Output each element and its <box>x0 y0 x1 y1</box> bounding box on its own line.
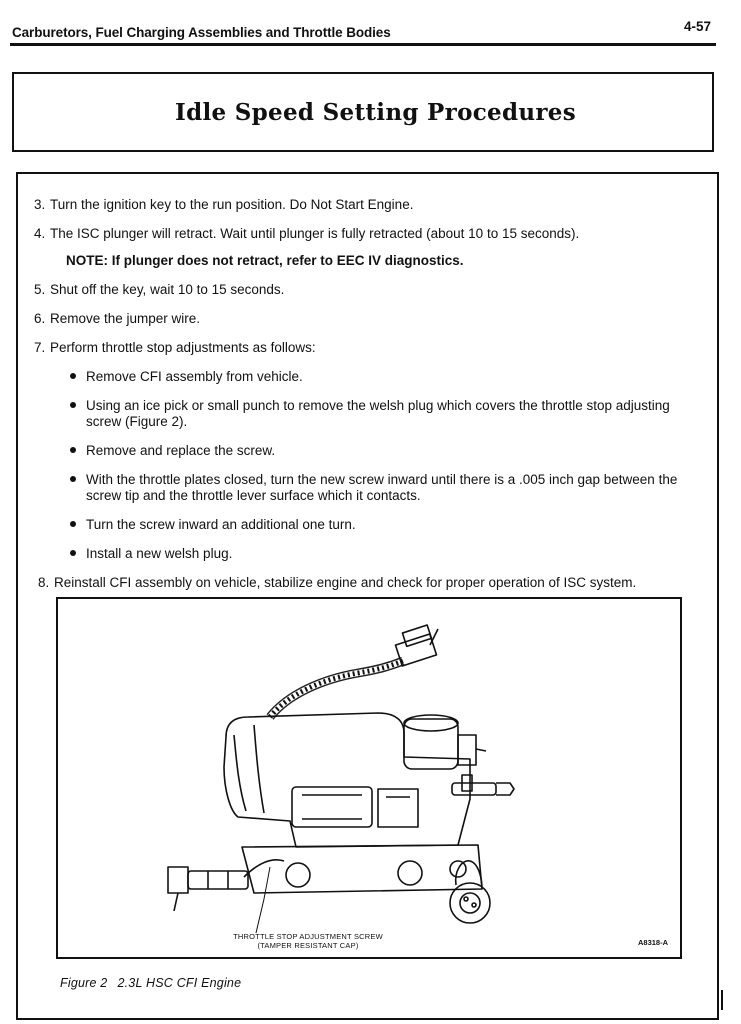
substep-item <box>34 369 694 385</box>
procedure-steps <box>34 197 694 604</box>
figure-code: A8318-A <box>637 938 668 947</box>
step-number: 4. <box>34 226 46 241</box>
header-rule <box>10 43 716 46</box>
bullet-icon <box>70 521 76 527</box>
bullet-icon <box>70 447 76 453</box>
callout-line-1: THROTTLE STOP ADJUSTMENT SCREW <box>233 932 383 941</box>
step-3 <box>34 197 694 213</box>
substep-text: Install a new welsh plug. <box>86 546 233 561</box>
substep-text: Using an ice pick or small punch to remove the welsh plug which covers the throttle stop adjusting screw (Figure 2). <box>86 398 670 429</box>
step-8 <box>38 575 694 591</box>
bullet-icon <box>70 402 76 408</box>
step-text: Perform throttle stop adjustments as follows: <box>50 340 316 355</box>
figure-callout <box>208 932 408 950</box>
substep-item <box>34 472 694 504</box>
substep-text: With the throttle plates closed, turn the new screw inward until there is a .005 inch gap between the screw tip and the throttle lever surface which it contacts. <box>86 472 678 503</box>
margin-mark <box>721 990 723 1010</box>
step-number: 5. <box>34 282 46 297</box>
caption-label: Figure 2 <box>60 976 108 990</box>
step-number: 6. <box>34 311 46 326</box>
step-number: 3. <box>34 197 46 212</box>
substep-item <box>34 398 694 430</box>
step-text: Shut off the key, wait 10 to 15 seconds. <box>50 282 285 297</box>
bullet-icon <box>70 550 76 556</box>
step-number: 7. <box>34 340 46 355</box>
throttle-stop-substeps <box>34 369 694 562</box>
step-number: 8. <box>38 575 50 590</box>
substep-item <box>34 443 694 459</box>
cfi-throttle-body-illustration <box>58 599 680 957</box>
substep-item <box>34 517 694 533</box>
step-7 <box>34 340 694 356</box>
substep-text: Turn the screw inward an additional one turn. <box>86 517 356 532</box>
step-text: The ISC plunger will retract. Wait until plunger is fully retracted (about 10 to 15 seconds). <box>50 226 580 241</box>
step-text: Remove the jumper wire. <box>50 311 201 326</box>
caption-text: 2.3L HSC CFI Engine <box>117 976 242 990</box>
page-number: 4-57 <box>683 19 711 34</box>
note-text: NOTE: If plunger does not retract, refer to EEC IV diagnostics. <box>66 253 464 268</box>
step-text: Reinstall CFI assembly on vehicle, stabilize engine and check for proper operation of ISC system. <box>54 575 637 590</box>
title-box <box>12 72 714 152</box>
substep-text: Remove and replace the screw. <box>86 443 276 458</box>
figure-frame <box>56 597 682 959</box>
page-title: Idle Speed Setting Procedures <box>175 98 576 126</box>
step-4 <box>34 226 694 242</box>
step-text: Turn the ignition key to the run position. Do Not Start Engine. <box>50 197 414 212</box>
callout-line-2: (TAMPER RESISTANT CAP) <box>257 941 359 950</box>
bullet-icon <box>70 476 76 482</box>
running-header-section: Carburetors, Fuel Charging Assemblies and Throttle Bodies <box>12 25 391 40</box>
step-6 <box>34 311 694 327</box>
substep-text: Remove CFI assembly from vehicle. <box>86 369 303 384</box>
substep-item <box>34 546 694 562</box>
bullet-icon <box>70 373 76 379</box>
step-5 <box>34 282 694 298</box>
figure-caption <box>60 976 251 990</box>
